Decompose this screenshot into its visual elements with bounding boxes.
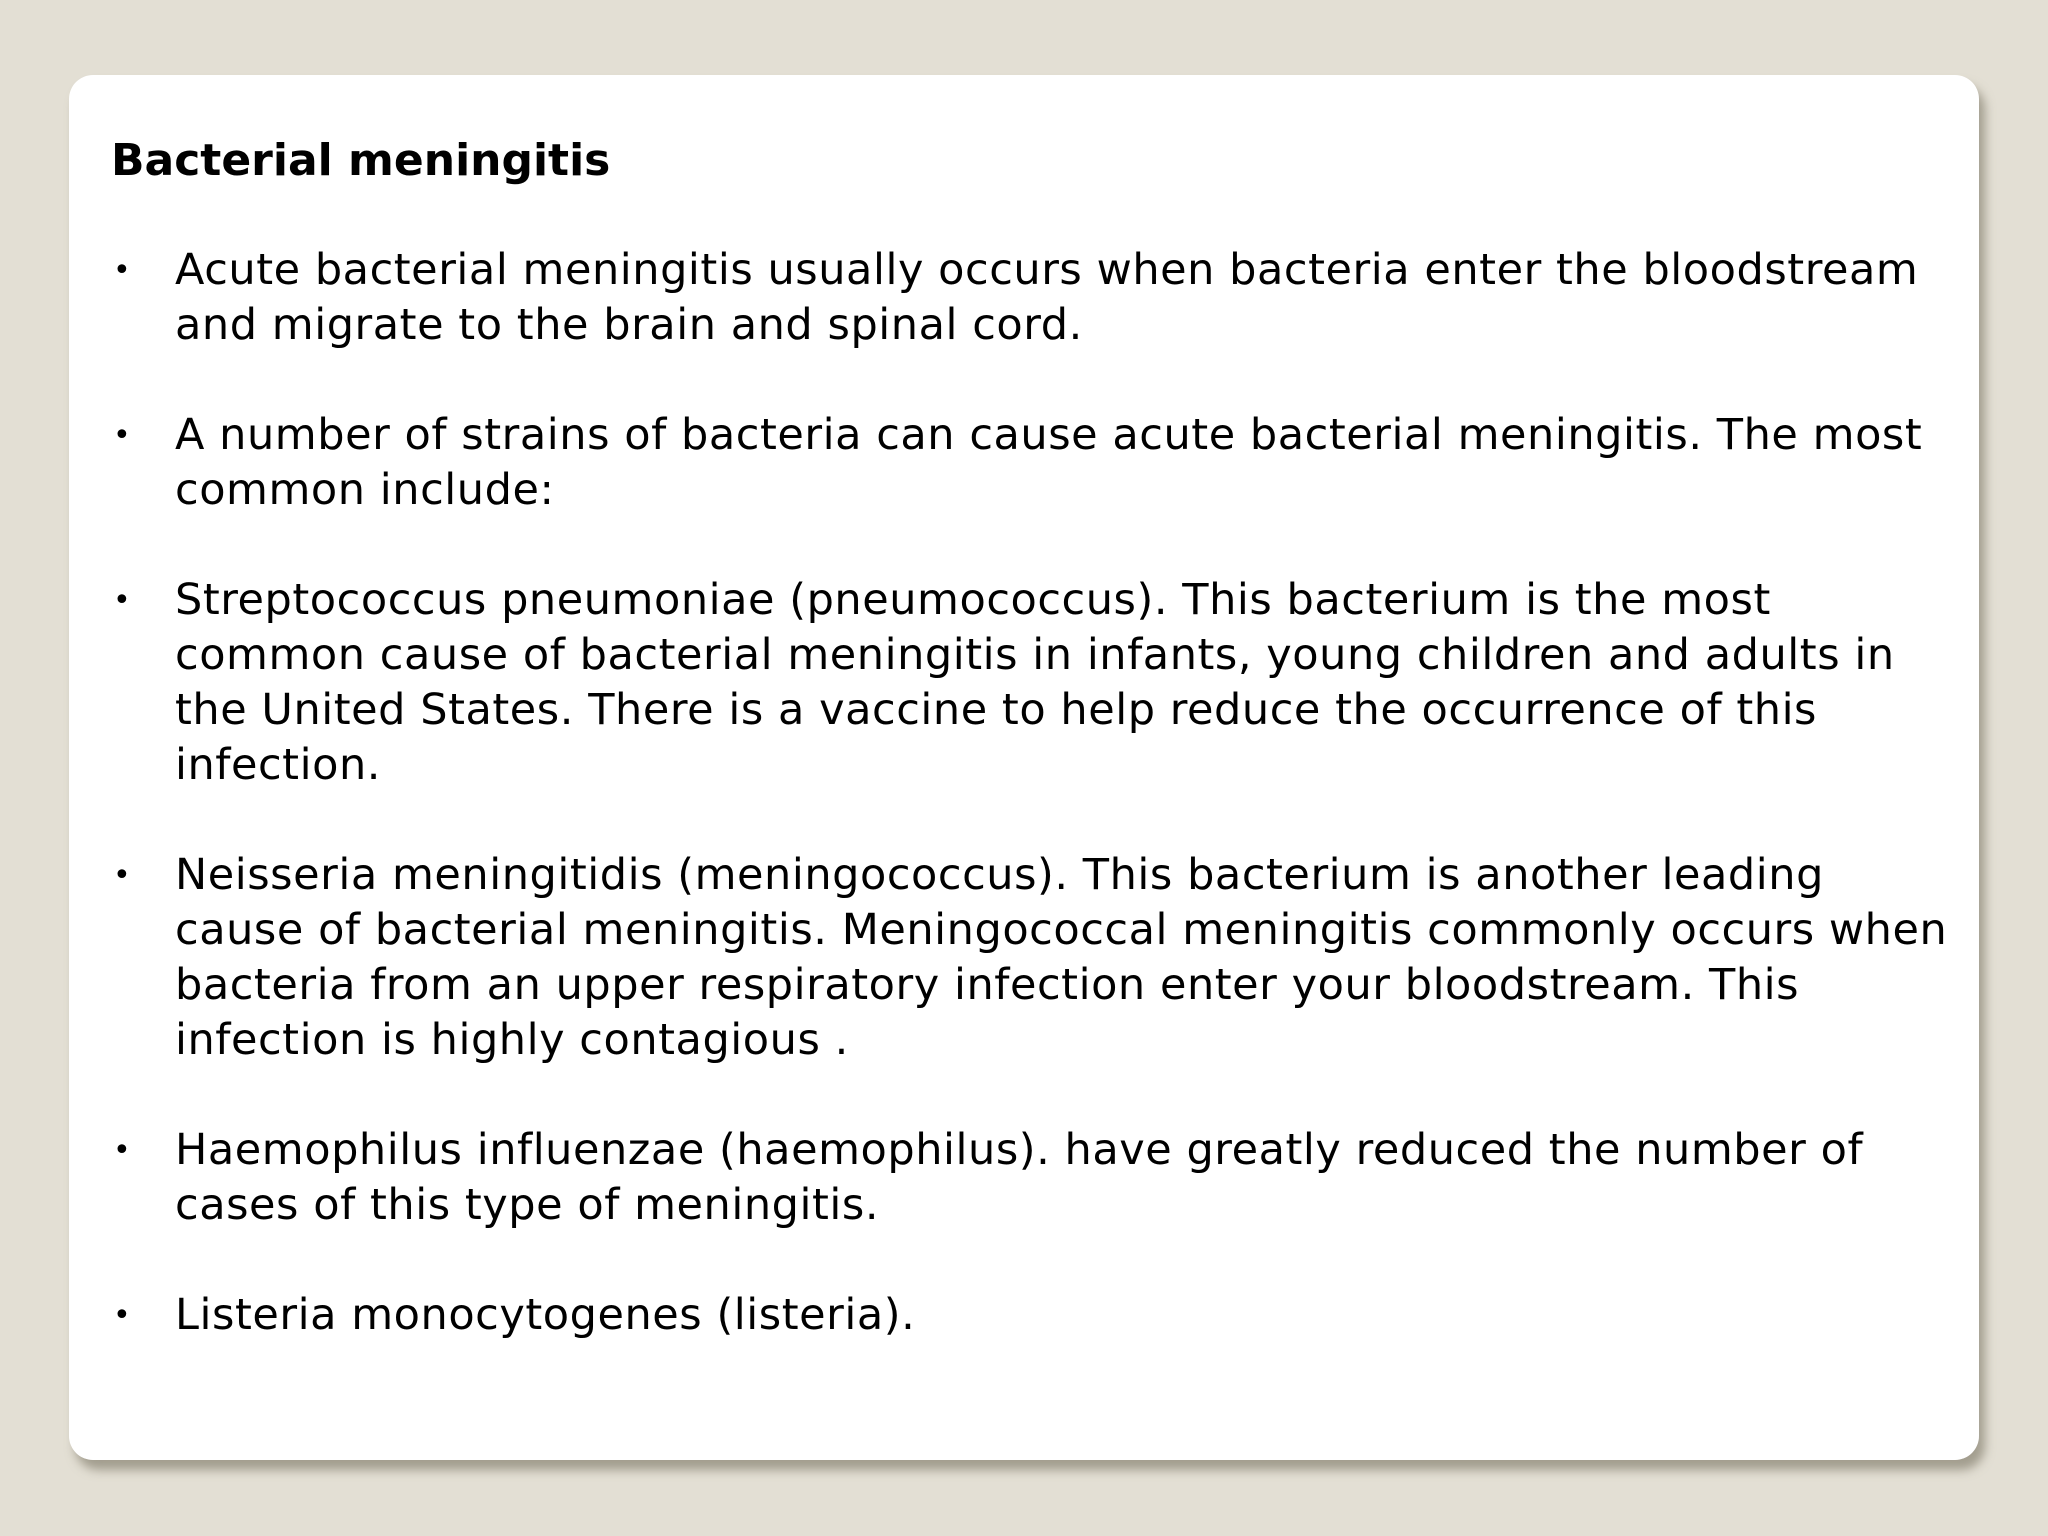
bullet-icon: • [113, 858, 132, 893]
bullet-list [111, 243, 1961, 1398]
bullet-icon: • [113, 418, 132, 453]
bullet-icon: • [113, 583, 132, 618]
bullet-icon: • [113, 253, 132, 288]
slide-card [69, 75, 1979, 1460]
bullet-text: Listeria monocytogenes (listeria). [175, 1290, 916, 1340]
bullet-text: Haemophilus influenzae (haemophilus). have greatly reduced the number of cases of this type of meningitis. [175, 1125, 1864, 1230]
list-item [111, 1123, 1961, 1233]
bullet-text: Neisseria meningitidis (meningococcus). This bacterium is another leading cause of bacterial meningitis. Meningococcal meningitis commonly occurs when bacteria from an upper respiratory infection enter your bloodstream. This infection is highly contagious . [175, 850, 1948, 1065]
list-item [111, 408, 1961, 518]
list-item [111, 243, 1961, 353]
bullet-text: A number of strains of bacteria can cause acute bacterial meningitis. The most common include: [175, 410, 1923, 515]
bullet-text: Acute bacterial meningitis usually occurs when bacteria enter the bloodstream and migrate to the brain and spinal cord. [175, 245, 1919, 350]
bullet-icon: • [113, 1298, 132, 1333]
bullet-text: Streptococcus pneumoniae (pneumococcus). This bacterium is the most common cause of bacterial meningitis in infants, young children and adults in the United States. There is a vaccine to help reduce the occurrence of this infection. [175, 575, 1895, 790]
list-item [111, 1288, 1961, 1343]
list-item [111, 848, 1961, 1068]
bullet-icon: • [113, 1133, 132, 1168]
slide-title: Bacterial meningitis [111, 135, 611, 186]
list-item [111, 573, 1961, 793]
